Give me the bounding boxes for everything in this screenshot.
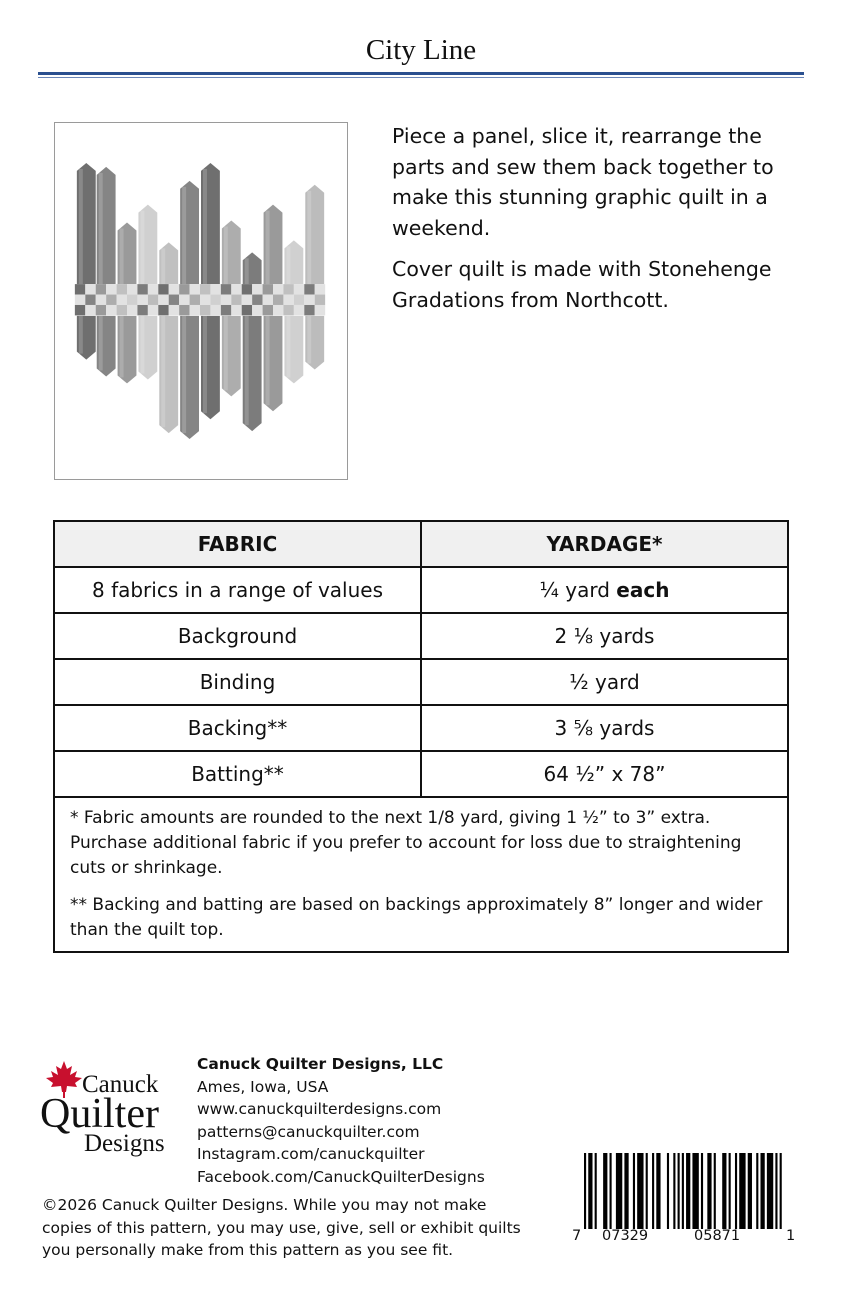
- column-header-yardage: YARDAGE*: [421, 521, 788, 567]
- note-2: ** Backing and batting are based on backings approximately 8” longer and wider than the quilt top.: [70, 895, 763, 940]
- upc-barcode: [572, 1150, 798, 1250]
- quilt-checker-square: [304, 295, 314, 305]
- quilt-checker-square: [231, 284, 241, 294]
- quilt-checker-square: [221, 295, 231, 305]
- quilt-checker-square: [315, 295, 325, 305]
- quilt-checker-square: [200, 284, 210, 294]
- quilt-checker-square: [231, 305, 241, 315]
- barcode-bar: [678, 1153, 680, 1229]
- quilt-checker-square: [304, 284, 314, 294]
- barcode-bar: [603, 1153, 607, 1229]
- company-logo: [40, 1058, 190, 1168]
- quilt-checker-square: [315, 305, 325, 315]
- title-divider: [38, 72, 804, 75]
- quilt-checker-square: [158, 305, 168, 315]
- quilt-checker-square: [75, 305, 85, 315]
- barcode-digit-first: 7: [572, 1228, 582, 1244]
- barcode-bar: [701, 1153, 703, 1229]
- quilt-column-highlight: [307, 191, 311, 364]
- barcode-bar: [682, 1153, 684, 1229]
- table-row: [54, 751, 788, 797]
- fabric-cell: Batting**: [54, 751, 421, 797]
- quilt-checker-square: [190, 305, 200, 315]
- barcode-bar: [714, 1153, 716, 1229]
- quilt-checker-square: [273, 305, 283, 315]
- quilt-checker-square: [294, 284, 304, 294]
- quilt-checker-square: [200, 295, 210, 305]
- barcode-bar: [656, 1153, 660, 1229]
- table-row: [54, 613, 788, 659]
- quilt-checker-square: [242, 295, 252, 305]
- quilt-checker-square: [158, 284, 168, 294]
- yardage-cell: 3 ⅝ yards: [421, 705, 788, 751]
- quilt-checker-square: [85, 295, 95, 305]
- note-1: * Fabric amounts are rounded to the next 1/8 yard, giving 1 ½” to 3” extra. Purchase additional fabric if you prefer to account for loss due to straightening cuts or shrinkage.: [70, 808, 742, 878]
- quilt-checker-square: [127, 284, 137, 294]
- quilt-column-highlight: [161, 248, 165, 427]
- email-link[interactable]: patterns@canuckquilter.com: [197, 1122, 420, 1141]
- table-notes-row: [54, 797, 788, 952]
- quilt-checker-square: [158, 295, 168, 305]
- fabric-requirements-table: [53, 520, 789, 953]
- quilt-checker-square: [117, 284, 127, 294]
- quilt-checker-square: [210, 295, 220, 305]
- quilt-checker-square: [169, 295, 179, 305]
- barcode-bars: [584, 1153, 786, 1229]
- quilt-checker-square: [190, 295, 200, 305]
- quilt-checker-square: [137, 305, 147, 315]
- barcode-bar: [667, 1153, 669, 1229]
- barcode-group-1: 07329: [602, 1228, 649, 1244]
- logo-line-2: Quilter: [40, 1091, 159, 1137]
- quilt-cover-image: [54, 122, 348, 480]
- quilt-checker-square: [106, 295, 116, 305]
- yardage-cell: 64 ½” x 78”: [421, 751, 788, 797]
- barcode-bar: [735, 1153, 737, 1229]
- barcode-digits: [572, 1228, 798, 1248]
- quilt-checker-square: [148, 305, 158, 315]
- barcode-bar: [652, 1153, 654, 1229]
- quilt-checker-square: [179, 305, 189, 315]
- logo-line-1: Canuck: [82, 1071, 159, 1098]
- quilt-checker-square: [179, 284, 189, 294]
- barcode-bar: [673, 1153, 675, 1229]
- table-row: [54, 567, 788, 613]
- quilt-checker-square: [179, 295, 189, 305]
- quilt-checker-square: [252, 284, 262, 294]
- fabric-cell: Background: [54, 613, 421, 659]
- company-location: Ames, Iowa, USA: [197, 1077, 329, 1096]
- intro-paragraph-1: Piece a panel, slice it, rearrange the parts and sew them back together to make this stunning graphic quilt in a weekend.: [392, 124, 774, 240]
- intro-text: [392, 121, 812, 315]
- quilt-column-highlight: [79, 169, 83, 354]
- quilt-checker-square: [127, 295, 137, 305]
- fabric-cell: Binding: [54, 659, 421, 705]
- quilt-checker-square: [273, 284, 283, 294]
- barcode-bar: [610, 1153, 612, 1229]
- barcode-bar: [767, 1153, 773, 1229]
- quilt-checker-square: [283, 284, 293, 294]
- quilt-checker-square: [148, 284, 158, 294]
- barcode-bar: [686, 1153, 690, 1229]
- table-header-row: [54, 521, 788, 567]
- barcode-bar: [595, 1153, 597, 1229]
- yardage-value: ¼ yard: [539, 578, 617, 602]
- quilt-checker-square: [263, 305, 273, 315]
- title-divider-thin: [38, 77, 804, 78]
- quilt-checker-square: [252, 295, 262, 305]
- table-row: [54, 659, 788, 705]
- company-name: Canuck Quilter Designs, LLC: [197, 1055, 444, 1073]
- yardage-emphasis: each: [616, 578, 670, 602]
- quilt-checker-square: [294, 295, 304, 305]
- barcode-digit-last: 1: [786, 1228, 796, 1244]
- fabric-cell: Backing**: [54, 705, 421, 751]
- barcode-bar: [760, 1153, 764, 1229]
- quilt-checker-square: [75, 295, 85, 305]
- quilt-checker-square: [221, 305, 231, 315]
- quilt-checker-square: [169, 305, 179, 315]
- contact-info: [197, 1053, 485, 1188]
- yardage-cell: ½ yard: [421, 659, 788, 705]
- quilt-checker-square: [200, 305, 210, 315]
- quilt-checker-square: [242, 305, 252, 315]
- barcode-bar: [692, 1153, 698, 1229]
- quilt-illustration: [55, 123, 347, 479]
- quilt-column-highlight: [99, 173, 103, 371]
- quilt-checker-square: [96, 305, 106, 315]
- quilt-checker-square: [294, 305, 304, 315]
- quilt-checker-square: [304, 305, 314, 315]
- quilt-checker-square: [106, 284, 116, 294]
- barcode-bar: [633, 1153, 635, 1229]
- barcode-bar: [637, 1153, 643, 1229]
- quilt-checker-square: [96, 284, 106, 294]
- table-notes: [54, 797, 788, 952]
- yardage-cell: [421, 567, 788, 613]
- quilt-checker-square: [169, 284, 179, 294]
- quilt-checker-square: [75, 284, 85, 294]
- quilt-checker-square: [315, 284, 325, 294]
- table-row: [54, 705, 788, 751]
- barcode-group-2: 05871: [694, 1228, 741, 1244]
- quilt-checker-square: [273, 295, 283, 305]
- facebook-link[interactable]: Facebook.com/CanuckQuilterDesigns: [197, 1167, 485, 1186]
- barcode-bar: [780, 1153, 782, 1229]
- quilt-checker-square: [221, 284, 231, 294]
- barcode-bar: [775, 1153, 777, 1229]
- barcode-bar: [729, 1153, 731, 1229]
- barcode-bar: [707, 1153, 711, 1229]
- yardage-cell: 2 ⅛ yards: [421, 613, 788, 659]
- quilt-checker-square: [263, 284, 273, 294]
- quilt-checker-square: [117, 295, 127, 305]
- quilt-column-highlight: [245, 258, 249, 425]
- quilt-checker-square: [85, 305, 95, 315]
- barcode-bar: [756, 1153, 758, 1229]
- instagram-link[interactable]: Instagram.com/canuckquilter: [197, 1145, 425, 1163]
- barcode-bar: [748, 1153, 752, 1229]
- quilt-checker-square: [263, 295, 273, 305]
- barcode-bar: [722, 1153, 726, 1229]
- quilt-checker-square: [85, 284, 95, 294]
- barcode-bar: [588, 1153, 592, 1229]
- quilt-checker-square: [252, 305, 262, 315]
- barcode-bar: [584, 1153, 586, 1229]
- quilt-checker-square: [137, 284, 147, 294]
- quilt-checker-square: [190, 284, 200, 294]
- quilt-checker-square: [283, 295, 293, 305]
- barcode-bar: [616, 1153, 622, 1229]
- quilt-checker-square: [242, 284, 252, 294]
- quilt-checker-square: [127, 305, 137, 315]
- copyright-notice: ©2026 Canuck Quilter Designs. While you may not make copies of this pattern, you may use, give, sell or exhibit quilts you personally make from this pattern as you see fit.: [42, 1196, 521, 1259]
- quilt-checker-square: [137, 295, 147, 305]
- logo-line-3: Designs: [84, 1130, 165, 1157]
- page-title: City Line: [365, 34, 477, 66]
- fabric-cell: 8 fabrics in a range of values: [54, 567, 421, 613]
- quilt-checker-square: [283, 305, 293, 315]
- quilt-checker-square: [106, 305, 116, 315]
- quilt-checker-square: [96, 295, 106, 305]
- quilt-checker-square: [210, 305, 220, 315]
- quilt-checker-square: [231, 295, 241, 305]
- website-link[interactable]: www.canuckquilterdesigns.com: [197, 1100, 442, 1118]
- barcode-bar: [624, 1153, 628, 1229]
- quilt-checker-square: [117, 305, 127, 315]
- barcode-bar: [646, 1153, 648, 1229]
- barcode-bar: [739, 1153, 745, 1229]
- quilt-checker-square: [148, 295, 158, 305]
- intro-paragraph-2: Cover quilt is made with Stonehenge Gradations from Northcott.: [392, 257, 772, 312]
- column-header-fabric: FABRIC: [54, 521, 421, 567]
- quilt-checker-square: [210, 284, 220, 294]
